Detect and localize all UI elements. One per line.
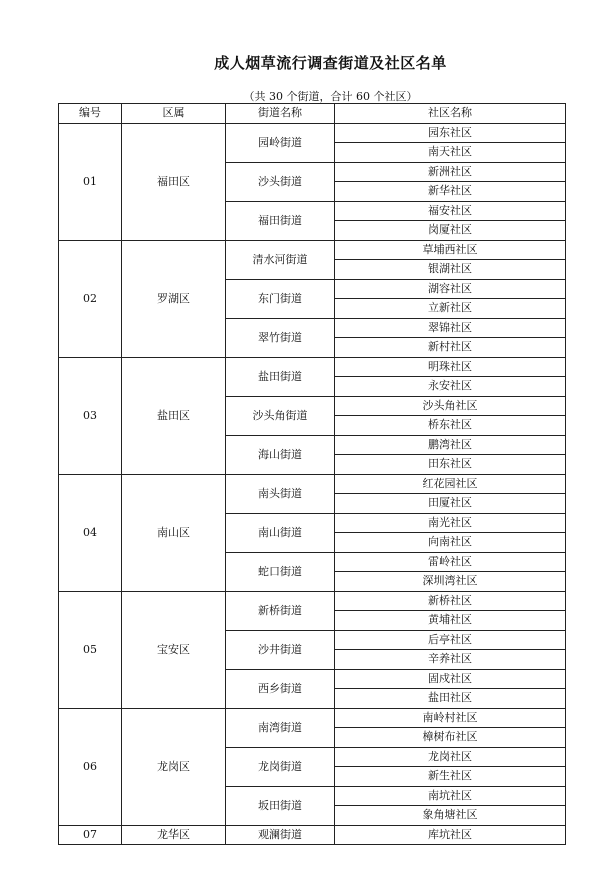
community-name: 库坑社区 [335,825,566,845]
community-name: 永安社区 [335,377,566,397]
street-name: 翠竹街道 [226,318,335,357]
header-district: 区属 [122,104,226,124]
community-name: 象角塘社区 [335,806,566,826]
community-name: 银湖社区 [335,260,566,280]
table-row [59,591,566,611]
community-name: 田厦社区 [335,494,566,514]
street-name: 西乡街道 [226,669,335,708]
street-name: 东门街道 [226,279,335,318]
community-name: 樟树布社区 [335,728,566,748]
community-name: 翠锦社区 [335,318,566,338]
community-name: 南光社区 [335,513,566,533]
community-name: 明珠社区 [335,357,566,377]
document-subtitle: （共 30 个街道，合计 60 个社区） [243,90,418,103]
community-name: 深圳湾社区 [335,572,566,592]
community-name: 龙岗社区 [335,747,566,767]
street-name: 海山街道 [226,435,335,474]
table-row [59,825,566,845]
district-code: 05 [59,591,122,708]
community-name: 后亭社区 [335,630,566,650]
document-title: 成人烟草流行调查街道及社区名单 [214,54,447,72]
community-name: 桥东社区 [335,416,566,436]
table-header-row [59,104,566,124]
district-code: 04 [59,474,122,591]
district-name: 宝安区 [122,591,226,708]
street-name: 沙头街道 [226,162,335,201]
district-code: 03 [59,357,122,474]
table-row [59,123,566,143]
table-row [59,474,566,494]
community-name: 固戍社区 [335,669,566,689]
community-name: 盐田社区 [335,689,566,709]
street-name: 沙井街道 [226,630,335,669]
street-name: 南山街道 [226,513,335,552]
district-code: 06 [59,708,122,825]
street-name: 南头街道 [226,474,335,513]
street-name: 龙岗街道 [226,747,335,786]
community-name: 红花园社区 [335,474,566,494]
header-street: 街道名称 [226,104,335,124]
street-name: 观澜街道 [226,825,335,845]
community-name: 新村社区 [335,338,566,358]
street-name: 沙头角街道 [226,396,335,435]
street-name: 盐田街道 [226,357,335,396]
street-name: 南湾街道 [226,708,335,747]
street-name: 新桥街道 [226,591,335,630]
community-name: 鹏湾社区 [335,435,566,455]
table-row [59,708,566,728]
header-community: 社区名称 [335,104,566,124]
street-name: 蛇口街道 [226,552,335,591]
community-name: 新华社区 [335,182,566,202]
street-name: 园岭街道 [226,123,335,162]
street-name: 坂田街道 [226,786,335,825]
community-name: 立新社区 [335,299,566,319]
street-name: 清水河街道 [226,240,335,279]
community-name: 福安社区 [335,201,566,221]
community-name: 岗厦社区 [335,221,566,241]
table-row [59,240,566,260]
community-name: 新桥社区 [335,591,566,611]
community-name: 湖容社区 [335,279,566,299]
district-name: 龙华区 [122,825,226,845]
district-name: 盐田区 [122,357,226,474]
district-code: 07 [59,825,122,845]
community-name: 新生社区 [335,767,566,787]
community-name: 新洲社区 [335,162,566,182]
community-name: 草埔西社区 [335,240,566,260]
district-name: 罗湖区 [122,240,226,357]
street-name: 福田街道 [226,201,335,240]
district-code: 01 [59,123,122,240]
district-name: 福田区 [122,123,226,240]
community-name: 南天社区 [335,143,566,163]
community-name: 沙头角社区 [335,396,566,416]
community-name: 雷岭社区 [335,552,566,572]
header-code: 编号 [59,104,122,124]
community-name: 田东社区 [335,455,566,475]
table-row [59,357,566,377]
community-name: 园东社区 [335,123,566,143]
community-name: 向南社区 [335,533,566,553]
community-name: 南坑社区 [335,786,566,806]
district-code: 02 [59,240,122,357]
community-name: 南岭村社区 [335,708,566,728]
community-list-table [58,103,566,845]
community-name: 黄埔社区 [335,611,566,631]
community-name: 辛养社区 [335,650,566,670]
district-name: 南山区 [122,474,226,591]
district-name: 龙岗区 [122,708,226,825]
